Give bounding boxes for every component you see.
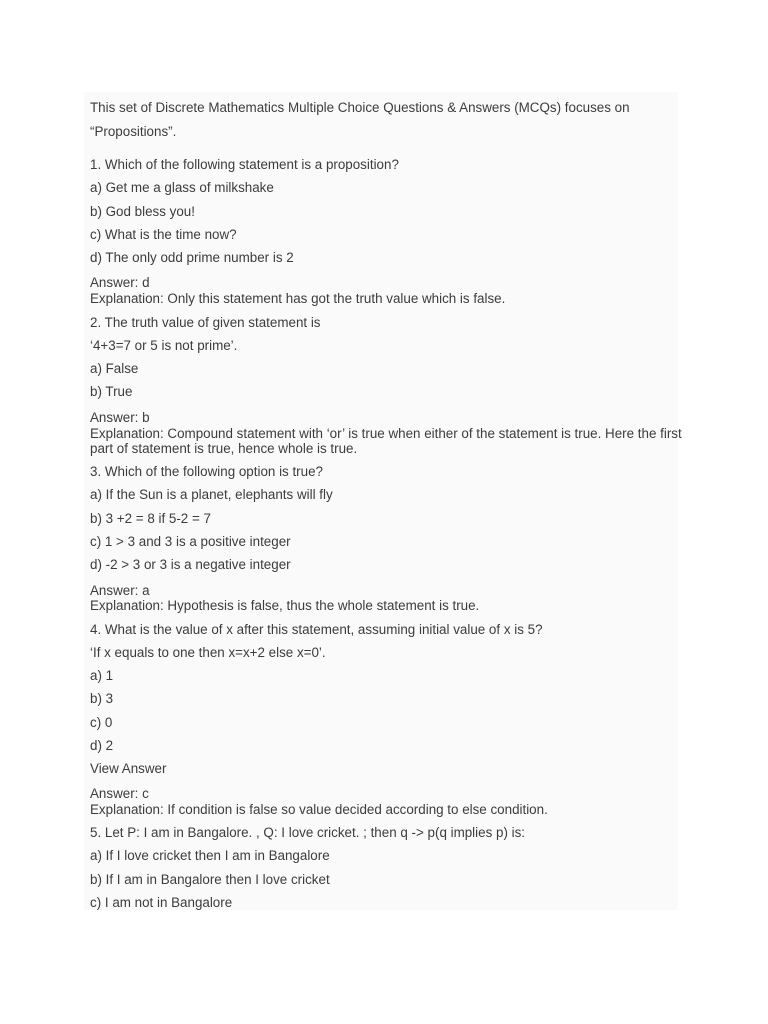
q3-option-a: a) If the Sun is a planet, elephants will fly: [90, 487, 333, 502]
question-2-statement: ‘4+3=7 or 5 is not prime’.: [90, 338, 238, 353]
question-4: 4. What is the value of x after this statement, assuming initial value of x is 5?: [90, 622, 543, 637]
q3-answer: Answer: a: [90, 583, 150, 598]
q1-option-c: c) What is the time now?: [90, 227, 237, 242]
q4-explanation: Explanation: If condition is false so value decided according to else condition.: [90, 802, 548, 817]
q5-option-c: c) I am not in Bangalore: [90, 895, 233, 910]
intro-line-1: This set of Discrete Mathematics Multiple Choice Questions & Answers (MCQs) focuses on: [90, 100, 630, 115]
view-answer-link[interactable]: View Answer: [90, 761, 167, 776]
intro-line-2: “Propositions”.: [90, 124, 177, 139]
q2-explanation-line-2: part of statement is true, hence whole is true.: [90, 441, 358, 456]
q3-option-c: c) 1 > 3 and 3 is a positive integer: [90, 534, 291, 549]
q2-explanation-line-1: Explanation: Compound statement with ‘or’ is true when either of the statement is true. Here the first: [90, 426, 682, 441]
question-1: 1. Which of the following statement is a proposition?: [90, 157, 399, 172]
q1-explanation: Explanation: Only this statement has got the truth value which is false.: [90, 291, 506, 306]
q4-option-c: c) 0: [90, 715, 113, 730]
q1-answer: Answer: d: [90, 275, 150, 290]
question-3: 3. Which of the following option is true?: [90, 464, 323, 479]
q2-answer: Answer: b: [90, 410, 150, 425]
question-2: 2. The truth value of given statement is: [90, 315, 321, 330]
q1-option-b: b) God bless you!: [90, 204, 195, 219]
q4-option-b: b) 3: [90, 691, 114, 706]
q1-option-d: d) The only odd prime number is 2: [90, 250, 294, 265]
q4-option-a: a) 1: [90, 668, 114, 683]
q4-option-d: d) 2: [90, 738, 114, 753]
question-5: 5. Let P: I am in Bangalore. , Q: I love cricket. ; then q -> p(q implies p) is:: [90, 825, 526, 840]
q5-option-a: a) If I love cricket then I am in Bangalore: [90, 848, 330, 863]
q3-explanation: Explanation: Hypothesis is false, thus the whole statement is true.: [90, 598, 480, 613]
q2-option-b: b) True: [90, 384, 133, 399]
q5-option-b: b) If I am in Bangalore then I love cricket: [90, 872, 330, 887]
q4-answer: Answer: c: [90, 786, 149, 801]
question-4-statement: ‘If x equals to one then x=x+2 else x=0’.: [90, 645, 326, 660]
q2-option-a: a) False: [90, 361, 139, 376]
q1-option-a: a) Get me a glass of milkshake: [90, 180, 274, 195]
q3-option-d: d) -2 > 3 or 3 is a negative integer: [90, 557, 291, 572]
q3-option-b: b) 3 +2 = 8 if 5-2 = 7: [90, 511, 211, 526]
